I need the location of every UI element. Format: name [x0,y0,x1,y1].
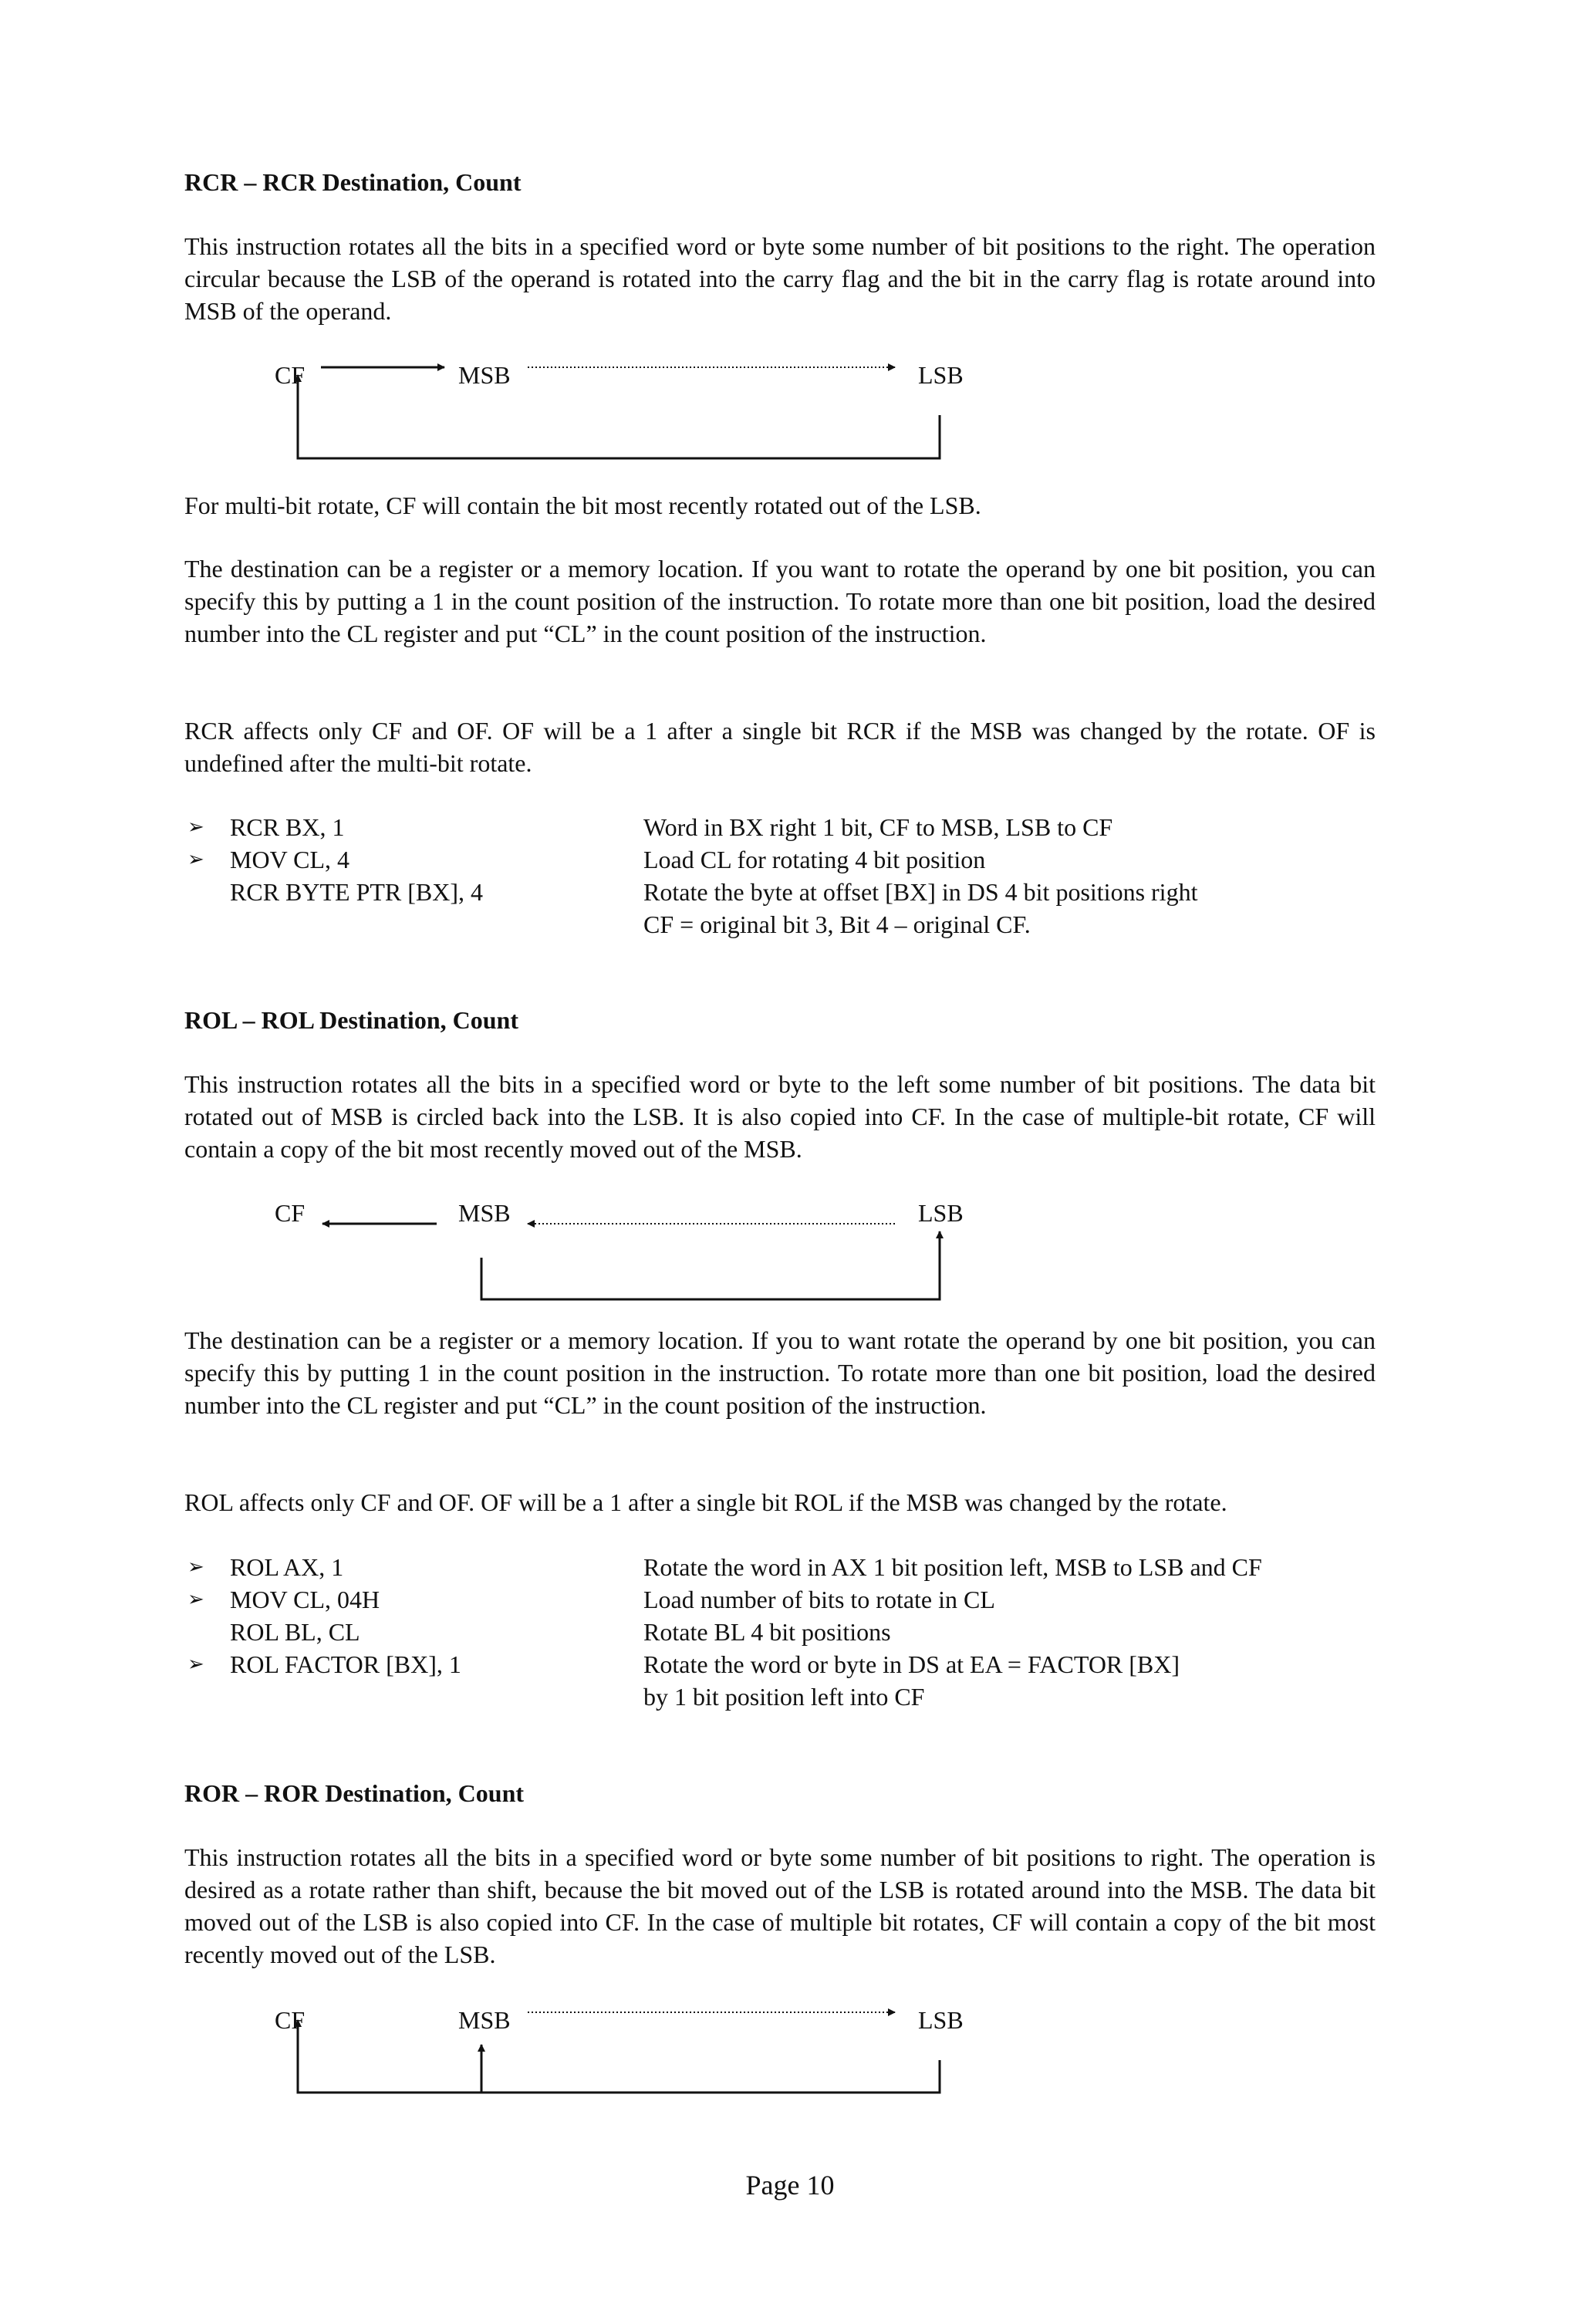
rcr-example-code: MOV CL, 4 [230,846,349,873]
bullet-icon: ➢ [187,816,204,838]
rol-heading: ROL – ROL Destination, Count [184,1006,518,1034]
rcr-diagram-msb: MSB [458,361,511,389]
bullet-icon: ➢ [187,1653,204,1675]
rcr-diagram-cf: CF [275,361,306,389]
rcr-example-desc: Rotate the byte at offset [BX] in DS 4 bit positions right [643,878,1198,906]
rcr-example-desc: CF = original bit 3, Bit 4 – original CF. [643,910,1031,938]
rcr-flags-paragraph: RCR affects only CF and OF. OF will be a 1 after a single bit RCR if the MSB was changed by the rotate. OF is undefined after the multi-bit rotate. [184,717,1376,777]
rcr-example-desc: Load CL for rotating 4 bit position [643,846,986,873]
page-number: Page 10 [745,2170,835,2201]
ror-diagram-arrows [0,1929,1580,2114]
rol-example-desc: by 1 bit position left into CF [643,1683,925,1711]
rol-example-code: ROL BL, CL [230,1618,360,1646]
rol-example-desc: Rotate the word or byte in DS at EA = FACTOR [BX] [643,1650,1180,1678]
bullet-icon: ➢ [187,1588,204,1610]
ror-arrow-lsb-to-cf [298,2020,940,2093]
rcr-example-code: RCR BYTE PTR [BX], 4 [230,878,484,906]
rcr-example-code: RCR BX, 1 [230,813,345,841]
rcr-arrow-lsb-to-cf [298,375,940,458]
rol-arrow-msb-to-lsb [481,1231,940,1299]
ror-description: This instruction rotates all the bits in a specified word or byte some number of bit positions to right. The operation is desired as a rotate rather than shift, because the bit moved out of the LSB is rotated around into the MSB. The data bit moved out of the LSB is also copied into CF. In the case of multiple bit rotates, CF will contain a copy of the bit most recently moved out of the LSB. [184,1843,1376,1968]
ror-diagram-cf: CF [275,2006,306,2034]
rcr-example-desc: Word in BX right 1 bit, CF to MSB, LSB to CF [643,813,1113,841]
ror-heading: ROR – ROR Destination, Count [184,1779,525,1807]
rol-example-desc: Rotate the word in AX 1 bit position left, MSB to LSB and CF [643,1553,1262,1581]
bullet-icon: ➢ [187,1556,204,1578]
rcr-diagram-lsb: LSB [918,361,964,389]
ror-diagram-msb: MSB [458,2006,511,2034]
rol-diagram-arrows [0,1080,1580,1327]
rol-destination-paragraph: The destination can be a register or a memory location. If you to want rotate the operand by one bit position, you can specify this by putting 1 in the count position in the instruction. To rotate more than one bit position, load the desired number into the CL register and put “CL” in the count position of the instruction. [184,1326,1376,1419]
rol-diagram-lsb: LSB [918,1199,964,1227]
rcr-heading: RCR – RCR Destination, Count [184,168,522,196]
rol-diagram-cf: CF [275,1199,306,1227]
rol-flags-paragraph: ROL affects only CF and OF. OF will be a 1 after a single bit ROL if the MSB was changed by the rotate. [184,1488,1227,1516]
rcr-multibit-note: For multi-bit rotate, CF will contain the bit most recently rotated out of the LSB. [184,491,981,519]
rol-example-code: MOV CL, 04H [230,1586,380,1613]
rol-example-code: ROL AX, 1 [230,1553,344,1581]
rol-example-desc: Load number of bits to rotate in CL [643,1586,995,1613]
bullet-icon: ➢ [187,848,204,870]
ror-diagram-lsb: LSB [918,2006,964,2034]
rol-example-code: ROL FACTOR [BX], 1 [230,1650,461,1678]
rcr-description: This instruction rotates all the bits in a specified word or byte some number of bit positions to the right. The operation circular because the LSB of the operand is rotated into the carry flag and the bit in the carry flag is rotate around into MSB of the operand. [184,232,1376,325]
rol-diagram-msb: MSB [458,1199,511,1227]
rol-description: This instruction rotates all the bits in a specified word or byte to the left some number of bit positions. The data bit rotated out of MSB is circled back into the LSB. It is also copied into CF. In the case of multiple-bit rotate, CF will contain a copy of the bit most recently moved out of the MSB. [184,1070,1376,1163]
rcr-destination-paragraph: The destination can be a register or a memory location. If you want to rotate the operand by one bit position, you can specify this by putting a 1 in the count position of the instruction. To rotate more than one bit position, load the desired number into the CL register and put “CL” in the count position of the instruction. [184,555,1376,647]
rcr-diagram-arrows [0,0,1580,540]
rol-example-desc: Rotate BL 4 bit positions [643,1618,891,1646]
